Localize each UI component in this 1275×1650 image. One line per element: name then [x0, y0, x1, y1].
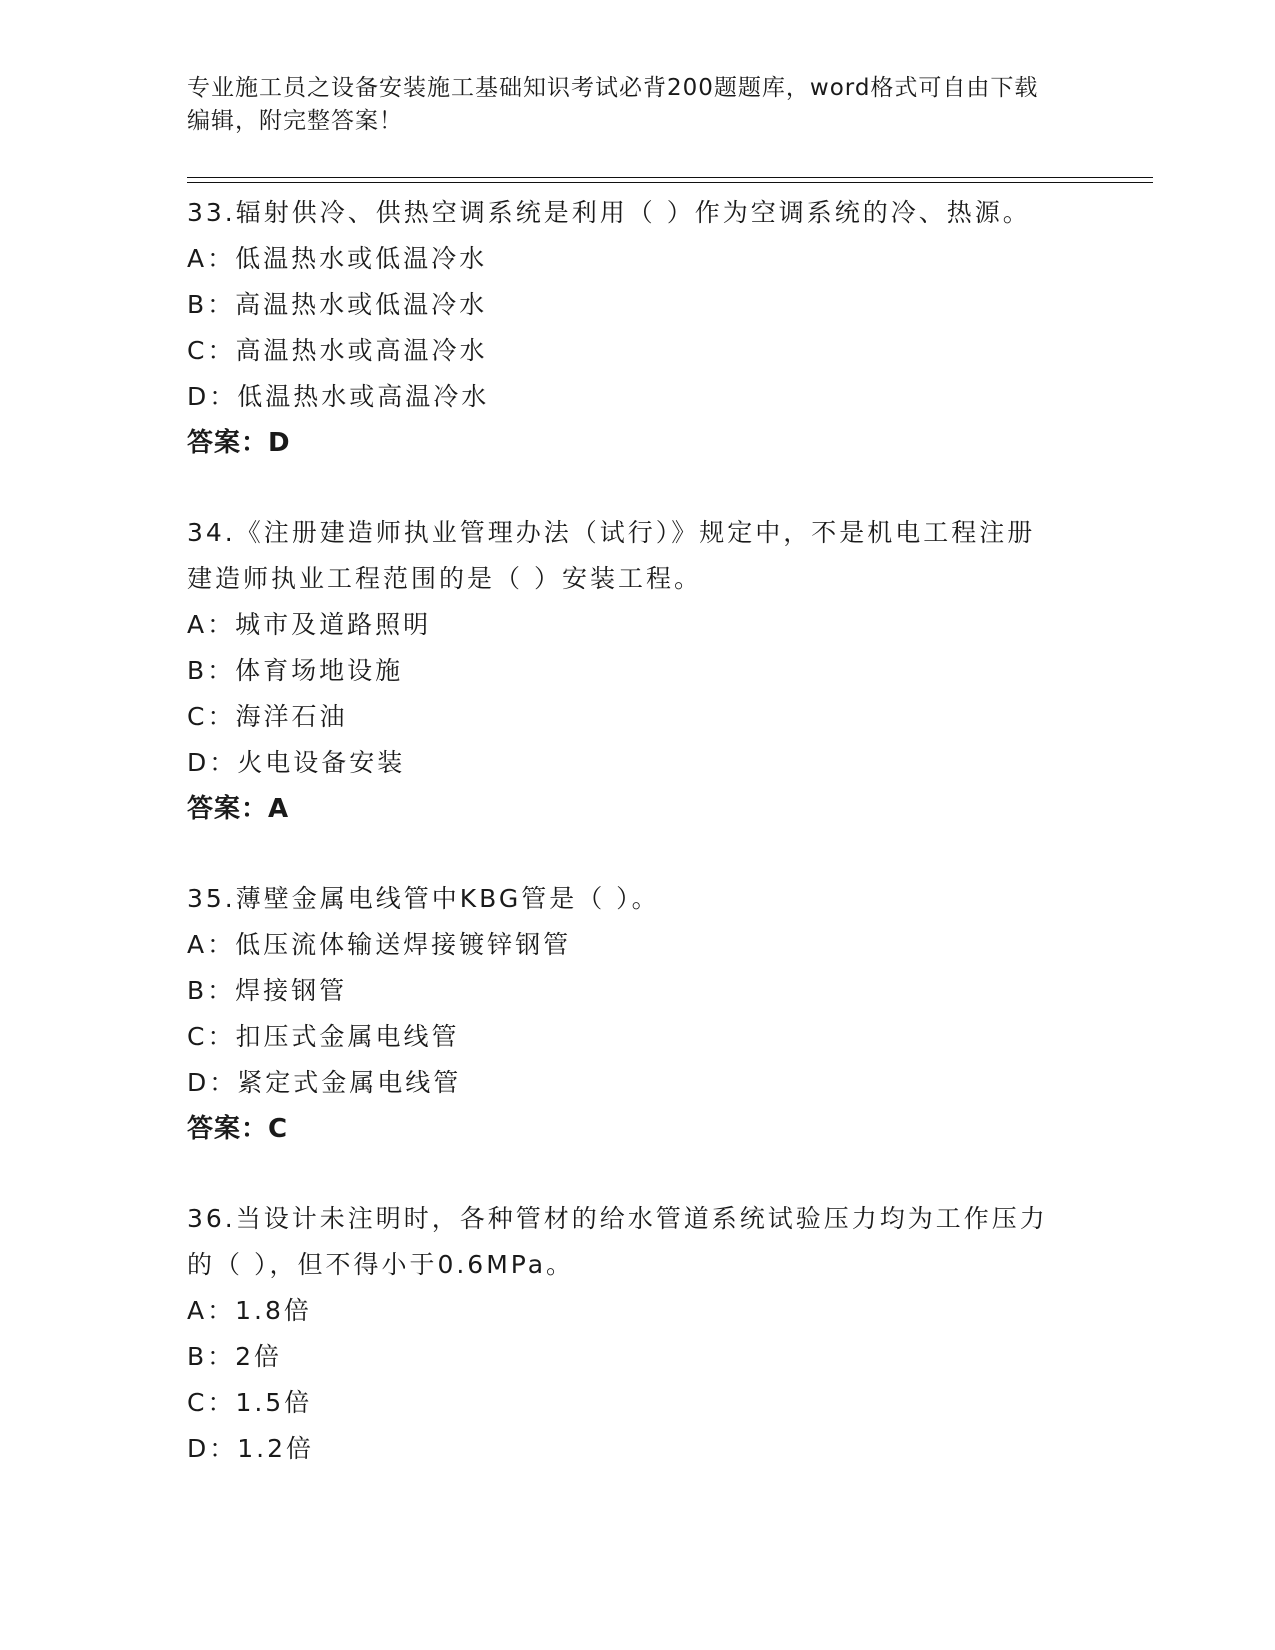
option-b: B：高温热水或低温冷水	[187, 290, 488, 319]
header-line-1: 专业施工员之设备安装施工基础知识考试必背200题题库，word格式可自由下载	[187, 75, 1039, 101]
option-b: B：2倍	[187, 1342, 283, 1371]
question-list	[187, 190, 1087, 1472]
question-stem: 35.薄壁金属电线管中KBG管是（ ）。	[187, 884, 660, 913]
question-36	[187, 1196, 1087, 1472]
answer-label: 答案：D	[187, 428, 291, 458]
option-d: D：紧定式金属电线管	[187, 1068, 462, 1097]
option-a: A：低压流体输送焊接镀锌钢管	[187, 930, 572, 959]
header-divider-top	[187, 177, 1153, 178]
option-a: A：城市及道路照明	[187, 610, 432, 639]
header-divider-bottom	[187, 182, 1153, 183]
option-a: A：1.8倍	[187, 1296, 312, 1325]
option-c: C：海洋石油	[187, 702, 348, 731]
document-header	[187, 72, 1087, 138]
option-d: D：低温热水或高温冷水	[187, 382, 490, 411]
option-b: B：体育场地设施	[187, 656, 404, 685]
question-stem-continued: 的（ ），但不得小于0.6MPa。	[187, 1250, 575, 1279]
question-stem-continued: 建造师执业工程范围的是（ ）安装工程。	[187, 564, 702, 593]
question-stem: 34.《注册建造师执业管理办法（试行）》规定中，不是机电工程注册	[187, 518, 1036, 547]
question-33	[187, 190, 1087, 466]
question-stem: 33.辐射供冷、供热空调系统是利用（ ）作为空调系统的冷、热源。	[187, 198, 1031, 227]
option-c: C：扣压式金属电线管	[187, 1022, 460, 1051]
answer-label: 答案：C	[187, 1114, 289, 1144]
option-c: C：高温热水或高温冷水	[187, 336, 488, 365]
option-a: A：低温热水或低温冷水	[187, 244, 488, 273]
answer-label: 答案：A	[187, 794, 290, 824]
option-d: D：1.2倍	[187, 1434, 315, 1463]
question-stem: 36.当设计未注明时，各种管材的给水管道系统试验压力均为工作压力	[187, 1204, 1048, 1233]
option-c: C：1.5倍	[187, 1388, 313, 1417]
option-d: D：火电设备安装	[187, 748, 406, 777]
question-34	[187, 510, 1087, 832]
option-b: B：焊接钢管	[187, 976, 348, 1005]
question-35	[187, 876, 1087, 1152]
header-line-2: 编辑，附完整答案！	[187, 108, 403, 134]
